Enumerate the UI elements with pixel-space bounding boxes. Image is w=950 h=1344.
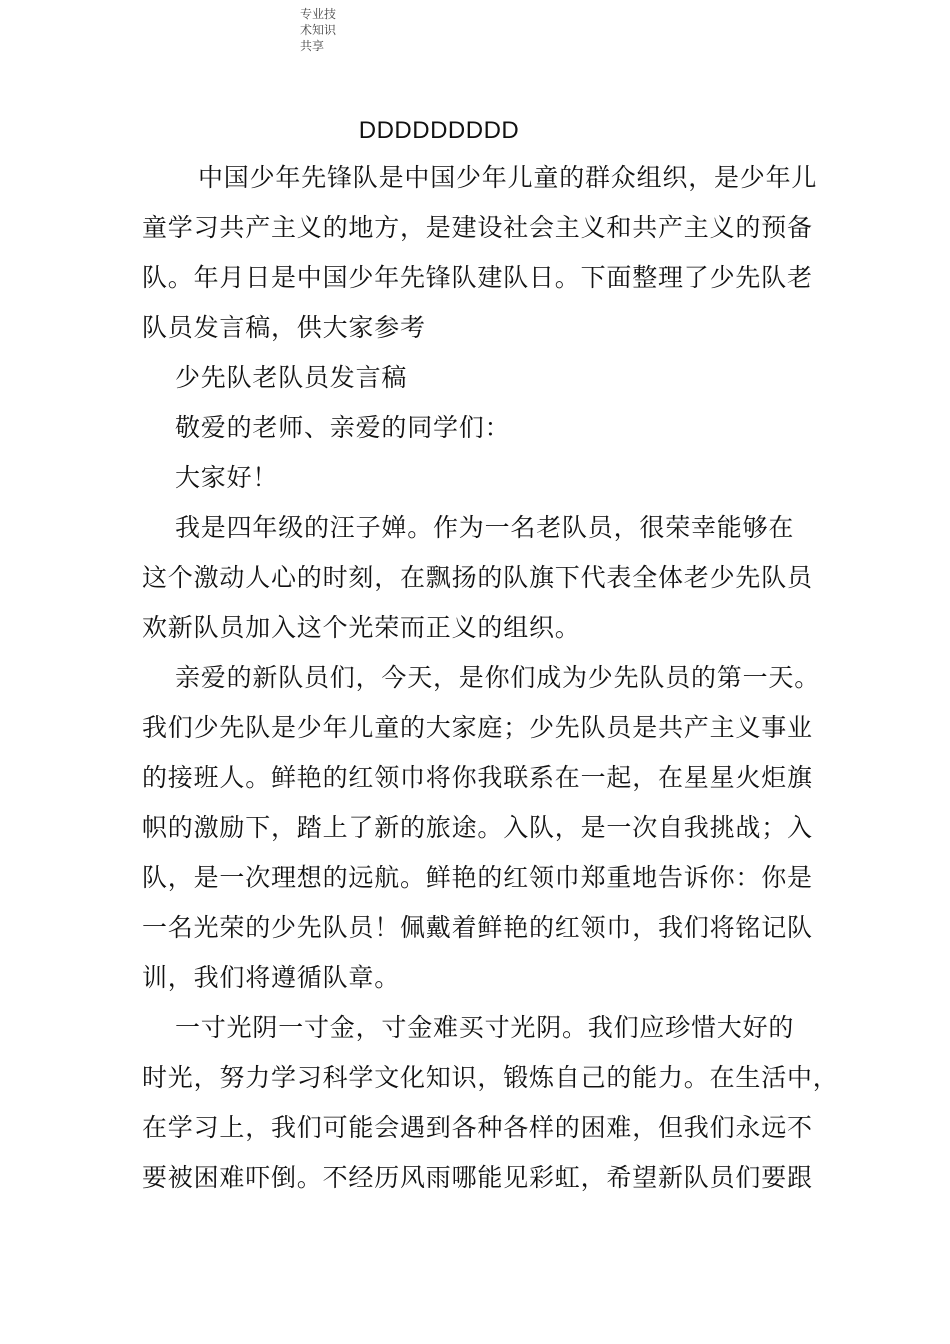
paragraph-line: 要被困难吓倒。不经历风雨哪能见彩虹，希望新队员们要跟 bbox=[142, 1163, 813, 1192]
header-note-line: 术知识 bbox=[300, 23, 337, 37]
paragraph-line: 中国少年先锋队是中国少年儿童的群众组织，是少年儿 bbox=[198, 163, 818, 192]
paragraph-line: 童学习共产主义的地方，是建设社会主义和共产主义的预备 bbox=[142, 213, 813, 242]
paragraph-line: 亲爱的新队员们，今天，是你们成为少先队员的第一天。 bbox=[175, 663, 821, 692]
header-note-line: 共享 bbox=[300, 39, 325, 53]
header-note-line: 专业技 bbox=[300, 7, 337, 21]
paragraph-line: 这个激动人心的时刻，在飘扬的队旗下代表全体老少先队员 bbox=[142, 563, 813, 592]
document-body bbox=[142, 153, 839, 1203]
paragraph-line: 训，我们将遵循队章。 bbox=[142, 963, 401, 992]
paragraph-line: 队。年月日是中国少年先锋队建队日。下面整理了少先队老 bbox=[142, 263, 813, 292]
paragraph-line: 的接班人。鲜艳的红领巾将你我联系在一起，在星星火炬旗 bbox=[142, 763, 813, 792]
greeting-line: 大家好！ bbox=[175, 463, 279, 492]
paragraph-line: 在学习上，我们可能会遇到各种各样的困难，但我们永远不 bbox=[142, 1113, 813, 1142]
header-note bbox=[300, 6, 336, 54]
paragraph-line: 我是四年级的汪子婵。作为一名老队员，很荣幸能够在 bbox=[175, 513, 795, 542]
paragraph-line: 一名光荣的少先队员！佩戴着鲜艳的红领巾，我们将铭记队 bbox=[142, 913, 813, 942]
speech-heading: 少先队老队员发言稿 bbox=[175, 363, 408, 392]
paragraph-line: 队员发言稿，供大家参考 bbox=[142, 313, 426, 342]
paragraph-line: 队，是一次理想的远航。鲜艳的红领巾郑重地告诉你：你是 bbox=[142, 863, 813, 892]
paragraph-line: 我们少先队是少年儿童的大家庭；少先队员是共产主义事业 bbox=[142, 713, 813, 742]
paragraph-line: 一寸光阴一寸金，寸金难买寸光阴。我们应珍惜大好的 bbox=[175, 1013, 795, 1042]
paragraph-line: 欢新队员加入这个光荣而正义的组织。 bbox=[142, 613, 581, 642]
greeting-line: 敬爱的老师、亲爱的同学们： bbox=[175, 413, 511, 442]
document-title: DDDDDDDDD bbox=[358, 117, 520, 144]
paragraph-line: 帜的激励下，踏上了新的旅途。入队，是一次自我挑战；入 bbox=[142, 813, 813, 842]
paragraph-line: 时光，努力学习科学文化知识，锻炼自己的能力。在生活中， bbox=[142, 1063, 839, 1092]
